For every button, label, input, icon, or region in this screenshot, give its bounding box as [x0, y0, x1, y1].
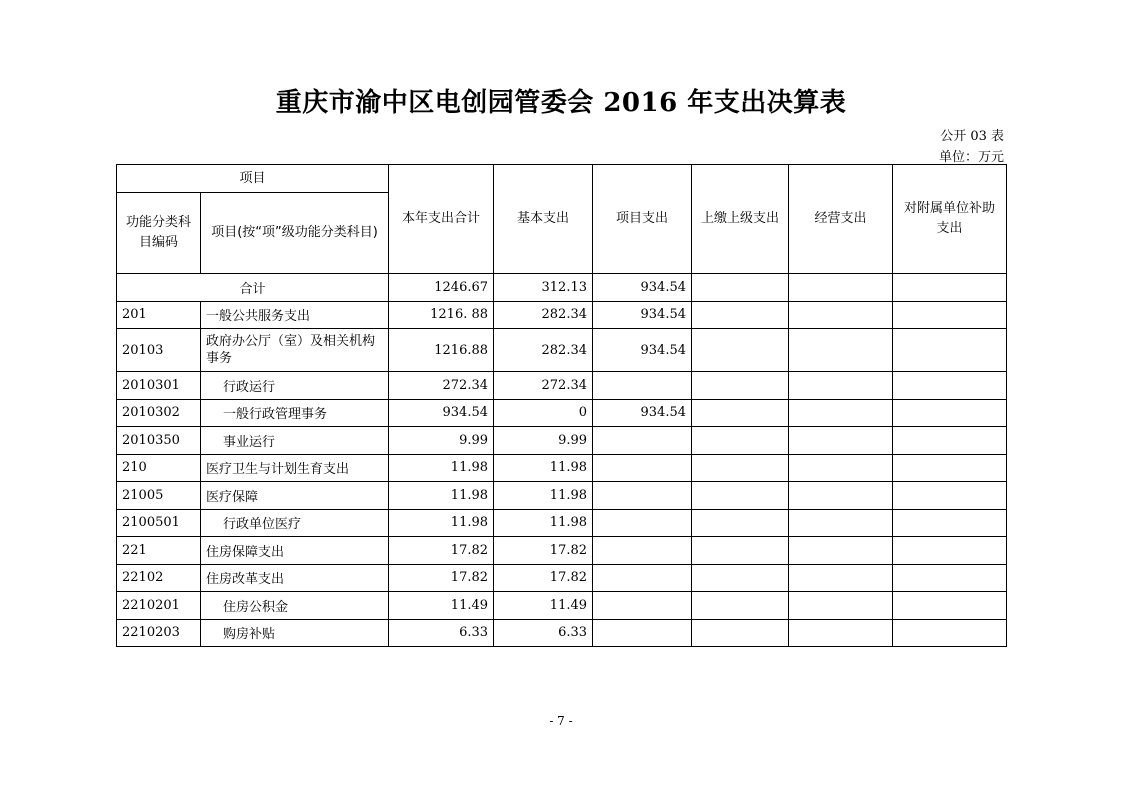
header-business: 经营支出 — [789, 165, 893, 274]
header-project: 项目 — [117, 165, 389, 193]
row-subsidy — [893, 399, 1007, 427]
row-business — [789, 427, 893, 455]
row-code: 2210201 — [117, 592, 201, 620]
row-project: 934.54 — [593, 399, 692, 427]
row-project — [593, 372, 692, 400]
row-name: 行政单位医疗 — [201, 509, 389, 537]
row-business — [789, 509, 893, 537]
row-upper — [692, 619, 789, 647]
row-business — [789, 301, 893, 329]
table-row — [117, 427, 1007, 455]
row-upper — [692, 564, 789, 592]
summary-row — [117, 274, 1007, 302]
row-name: 住房保障支出 — [201, 537, 389, 565]
row-total: 272.34 — [389, 372, 494, 400]
row-subsidy — [893, 619, 1007, 647]
row-basic: 0 — [494, 399, 593, 427]
row-code: 221 — [117, 537, 201, 565]
row-total: 6.33 — [389, 619, 494, 647]
summary-total: 1246.67 — [389, 274, 494, 302]
row-upper — [692, 399, 789, 427]
row-name: 住房公积金 — [201, 592, 389, 620]
row-business — [789, 619, 893, 647]
table-row — [117, 482, 1007, 510]
row-name: 购房补贴 — [201, 619, 389, 647]
row-total: 17.82 — [389, 564, 494, 592]
summary-subsidy — [893, 274, 1007, 302]
row-name: 医疗保障 — [201, 482, 389, 510]
row-total: 934.54 — [389, 399, 494, 427]
header-total: 本年支出合计 — [389, 165, 494, 274]
expenditure-table — [116, 164, 1007, 647]
row-subsidy — [893, 454, 1007, 482]
row-project — [593, 537, 692, 565]
row-project: 934.54 — [593, 301, 692, 329]
header-subsidy: 对附属单位补助支出 — [893, 165, 1007, 274]
row-upper — [692, 509, 789, 537]
row-subsidy — [893, 537, 1007, 565]
page-number: - 7 - — [549, 714, 573, 728]
header-code: 功能分类科目编码 — [117, 193, 201, 274]
row-project — [593, 509, 692, 537]
header-upper-remit: 上缴上级支出 — [692, 165, 789, 274]
row-total: 11.49 — [389, 592, 494, 620]
row-basic: 17.82 — [494, 564, 593, 592]
row-project — [593, 454, 692, 482]
row-subsidy — [893, 482, 1007, 510]
row-basic: 282.34 — [494, 329, 593, 372]
row-project — [593, 619, 692, 647]
row-business — [789, 372, 893, 400]
row-business — [789, 399, 893, 427]
row-basic: 11.98 — [494, 454, 593, 482]
row-business — [789, 329, 893, 372]
row-subsidy — [893, 427, 1007, 455]
row-business — [789, 564, 893, 592]
row-upper — [692, 329, 789, 372]
row-upper — [692, 482, 789, 510]
summary-project: 934.54 — [593, 274, 692, 302]
row-business — [789, 592, 893, 620]
row-upper — [692, 592, 789, 620]
row-code: 2010301 — [117, 372, 201, 400]
row-basic: 6.33 — [494, 619, 593, 647]
row-name: 一般行政管理事务 — [201, 399, 389, 427]
row-code: 21005 — [117, 482, 201, 510]
row-total: 17.82 — [389, 537, 494, 565]
header-project-expense: 项目支出 — [593, 165, 692, 274]
row-business — [789, 454, 893, 482]
row-code: 2010302 — [117, 399, 201, 427]
summary-business — [789, 274, 893, 302]
page-title: 重庆市渝中区电创园管委会 2016 年支出决算表 — [275, 88, 847, 118]
row-total: 11.98 — [389, 509, 494, 537]
row-project — [593, 564, 692, 592]
row-name: 政府办公厅（室）及相关机构事务 — [201, 329, 389, 372]
row-total: 1216.88 — [389, 329, 494, 372]
row-basic: 17.82 — [494, 537, 593, 565]
row-code: 2210203 — [117, 619, 201, 647]
row-upper — [692, 454, 789, 482]
row-subsidy — [893, 564, 1007, 592]
row-subsidy — [893, 301, 1007, 329]
row-business — [789, 482, 893, 510]
row-total: 9.99 — [389, 427, 494, 455]
row-code: 20103 — [117, 329, 201, 372]
header-row-1 — [117, 165, 1007, 193]
table-row — [117, 329, 1007, 372]
row-basic: 282.34 — [494, 301, 593, 329]
form-number: 公开 03 表 — [940, 129, 1004, 144]
row-subsidy — [893, 509, 1007, 537]
row-total: 1216. 88 — [389, 301, 494, 329]
table-row — [117, 537, 1007, 565]
row-business — [789, 537, 893, 565]
header-name: 项目(按“项”级功能分类科目) — [201, 193, 389, 274]
row-upper — [692, 427, 789, 455]
row-code: 22102 — [117, 564, 201, 592]
row-upper — [692, 537, 789, 565]
row-basic: 9.99 — [494, 427, 593, 455]
row-name: 医疗卫生与计划生育支出 — [201, 454, 389, 482]
summary-basic: 312.13 — [494, 274, 593, 302]
row-project — [593, 427, 692, 455]
row-project — [593, 592, 692, 620]
summary-label: 合计 — [117, 274, 389, 302]
row-upper — [692, 372, 789, 400]
table-row — [117, 619, 1007, 647]
header-basic: 基本支出 — [494, 165, 593, 274]
table-row — [117, 301, 1007, 329]
table-row — [117, 372, 1007, 400]
table-row — [117, 592, 1007, 620]
summary-upper — [692, 274, 789, 302]
row-name: 一般公共服务支出 — [201, 301, 389, 329]
unit-label: 单位：万元 — [938, 150, 1004, 165]
table-row — [117, 454, 1007, 482]
row-basic: 11.49 — [494, 592, 593, 620]
row-project — [593, 482, 692, 510]
row-upper — [692, 301, 789, 329]
row-code: 201 — [117, 301, 201, 329]
table-row — [117, 564, 1007, 592]
row-name: 行政运行 — [201, 372, 389, 400]
row-code: 210 — [117, 454, 201, 482]
row-total: 11.98 — [389, 454, 494, 482]
row-code: 2010350 — [117, 427, 201, 455]
row-total: 11.98 — [389, 482, 494, 510]
row-subsidy — [893, 372, 1007, 400]
row-subsidy — [893, 592, 1007, 620]
row-name: 住房改革支出 — [201, 564, 389, 592]
table-row — [117, 399, 1007, 427]
table-row — [117, 509, 1007, 537]
row-basic: 11.98 — [494, 482, 593, 510]
row-basic: 272.34 — [494, 372, 593, 400]
row-basic: 11.98 — [494, 509, 593, 537]
row-subsidy — [893, 329, 1007, 372]
row-name: 事业运行 — [201, 427, 389, 455]
row-project: 934.54 — [593, 329, 692, 372]
row-code: 2100501 — [117, 509, 201, 537]
